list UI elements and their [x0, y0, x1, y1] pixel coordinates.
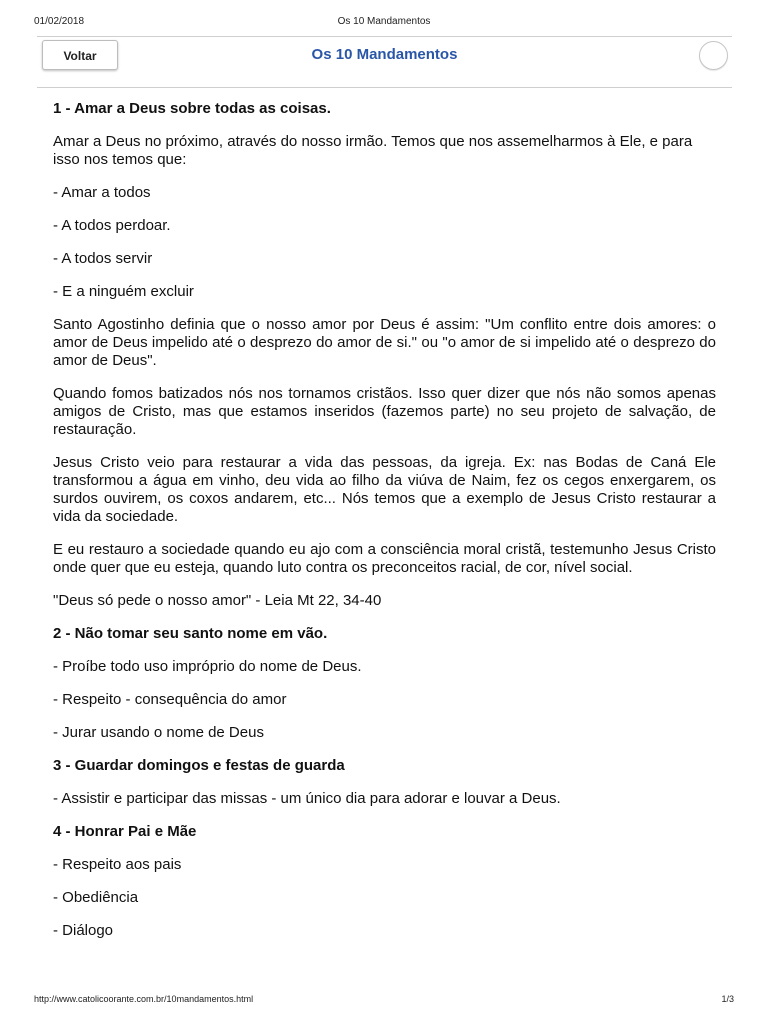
section-heading: 4 - Honrar Pai e Mãe	[53, 823, 197, 840]
top-bar	[37, 36, 732, 88]
paragraph: E eu restauro a sociedade quando eu ajo com a consciência moral cristã, testemunho Jesus Cristo onde quer que eu esteja, quando luto contra os preconceitos racial, de cor, nível social.	[53, 541, 716, 576]
list-item: - Proíbe todo uso impróprio do nome de Deus.	[53, 658, 362, 675]
print-header	[0, 16, 768, 30]
article-content	[53, 100, 716, 955]
paragraph: "Deus só pede o nosso amor" - Leia Mt 22, 34-40	[53, 592, 382, 609]
list-item: - Respeito - consequência do amor	[53, 691, 287, 708]
list-item: - Diálogo	[53, 922, 114, 939]
section-heading: 1 - Amar a Deus sobre todas as coisas.	[53, 100, 331, 117]
page-title: Os 10 Mandamentos	[311, 46, 458, 63]
section-heading: 3 - Guardar domingos e festas de guarda	[53, 757, 345, 774]
paragraph: Santo Agostinho definia que o nosso amor por Deus é assim: "Um conflito entre dois amores: o amor de Deus impelido até o desprezo do amor de si." ou "o amor de si impelido até o desprezo do amor de Deus".	[53, 316, 716, 369]
print-url: http://www.catolicoorante.com.br/10mandamentos.html	[34, 994, 254, 1004]
list-item: - A todos servir	[53, 250, 153, 267]
list-item: - Assistir e participar das missas - um único dia para adorar e louvar a Deus.	[53, 790, 561, 807]
section-heading: 2 - Não tomar seu santo nome em vão.	[53, 625, 328, 642]
print-date: 01/02/2018	[34, 16, 85, 27]
list-item: - Amar a todos	[53, 184, 151, 201]
list-item: - Respeito aos pais	[53, 856, 182, 873]
back-button[interactable]: Voltar	[42, 40, 118, 70]
list-item: - E a ninguém excluir	[53, 283, 194, 300]
paragraph: Jesus Cristo veio para restaurar a vida das pessoas, da igreja. Ex: nas Bodas de Caná Ele transformou a água em vinho, deu vida ao filho da viúva de Naim, fez os cegos enxergarem, os surdos ouvirem, os coxos andarem, etc... Nós temos que a exemplo de Jesus Cristo restaurar a vida da sociedade.	[53, 454, 716, 525]
print-title: Os 10 Mandamentos	[337, 16, 431, 27]
print-footer	[0, 994, 768, 1008]
list-item: - Jurar usando o nome de Deus	[53, 724, 264, 741]
list-item: - Obediência	[53, 889, 139, 906]
circle-icon[interactable]	[699, 41, 728, 70]
paragraph: Amar a Deus no próximo, através do nosso irmão. Temos que nos assemelharmos à Ele, e para isso nos temos que:	[53, 133, 693, 168]
paragraph: Quando fomos batizados nós nos tornamos cristãos. Isso quer dizer que nós não somos apenas amigos de Cristo, mas que estamos inseridos (fazemos parte) no seu projeto de salvação, de restauração.	[53, 385, 716, 438]
page-number: 1/3	[721, 994, 734, 1004]
list-item: - A todos perdoar.	[53, 217, 171, 234]
